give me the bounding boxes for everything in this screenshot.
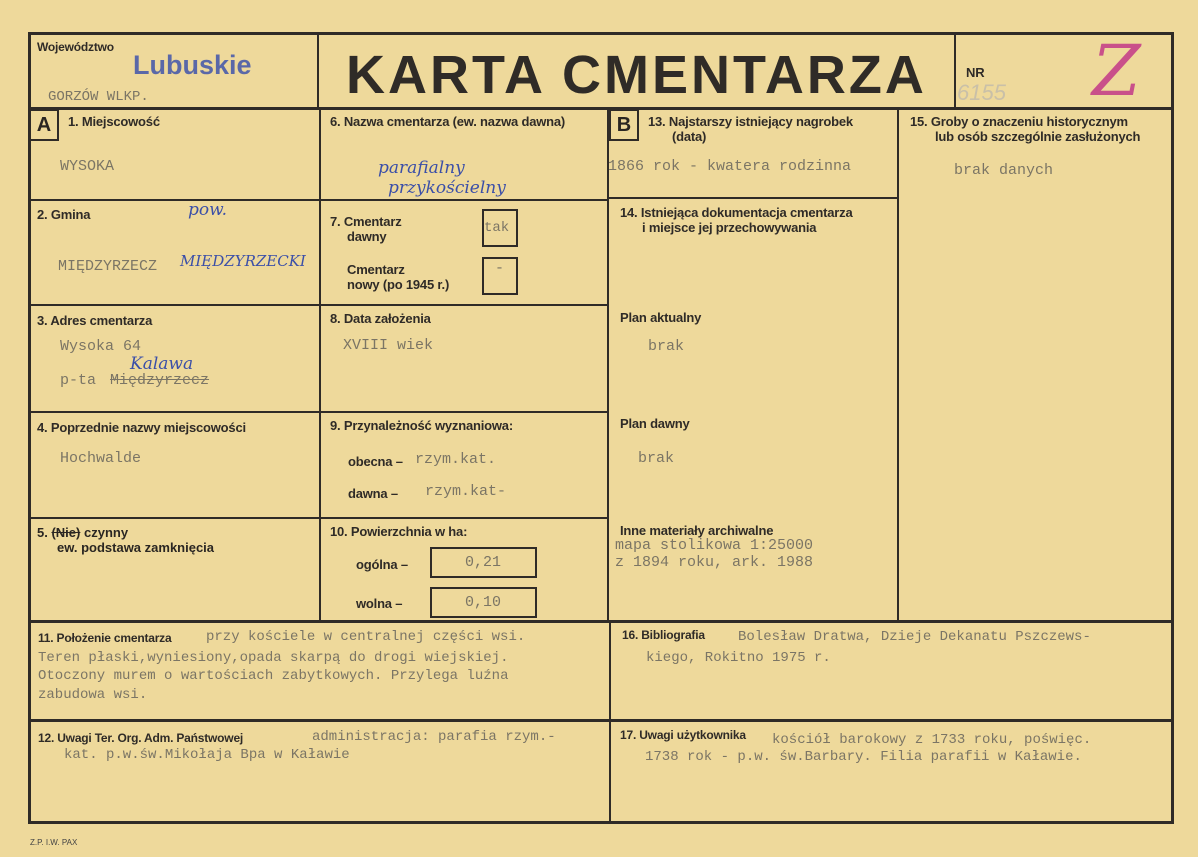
field-10-label: 10. Powierzchnia w ha:: [330, 524, 468, 539]
field-13-value: 1866 rok - kwatera rodzinna: [608, 158, 852, 175]
row-line: [28, 411, 608, 413]
field-11-label: 11. Położenie cmentarza: [38, 631, 172, 645]
field-7-label1a: 7. Cmentarz: [330, 214, 402, 229]
printer-mark: Z.P. I.W. PAX: [30, 838, 78, 847]
col-line-2: [607, 108, 609, 622]
row-line: [28, 199, 608, 201]
field-15-label: [910, 114, 1140, 144]
field-2-label: 2. Gmina: [37, 207, 91, 222]
inne-label: Inne materiały archiwalne: [620, 523, 774, 538]
wojewodztwo-label: Województwo: [37, 40, 114, 54]
nr-pencil: 6155: [957, 80, 1006, 105]
bottom-vline: [609, 621, 611, 822]
header-vline-1: [317, 32, 319, 110]
row-line: [28, 517, 608, 519]
field-11-line4: zabudowa wsi.: [38, 687, 148, 703]
nr-label: NR: [966, 65, 985, 80]
field-2-hand: MIĘDZYRZECKI: [180, 252, 306, 270]
row-line: [28, 620, 1174, 623]
field-17-label: 17. Uwagi użytkownika: [620, 728, 746, 742]
field-10-wolna-label: wolna –: [356, 596, 403, 611]
field-11-line1: przy kościele w centralnej części wsi.: [206, 629, 526, 645]
field-15-label1: 15. Groby o znaczeniu historycznym: [910, 114, 1128, 129]
field-16-line2: kiego, Rokitno 1975 r.: [646, 650, 831, 666]
field-5-label2: ew. podstawa zamknięcia: [57, 540, 215, 555]
field-7-nowy-value: -: [495, 260, 505, 277]
field-6-hand2: przykościelny: [388, 178, 506, 198]
inne-line2: z 1894 roku, ark. 1988: [615, 554, 814, 571]
field-3-line1: Wysoka 64: [60, 338, 142, 355]
field-9-obecna-label: obecna –: [348, 454, 403, 469]
frame-left: [28, 32, 31, 824]
field-10-ogolna: 0,21: [465, 554, 502, 571]
field-10-wolna: 0,10: [465, 594, 502, 611]
plan-aktualny-label: Plan aktualny: [620, 310, 702, 325]
field-7-label2a: Cmentarz: [347, 262, 405, 277]
field-8-label: 8. Data założenia: [330, 311, 431, 326]
col-line-3: [897, 108, 899, 622]
wojewodztwo-typed: GORZÓW WLKP.: [48, 89, 149, 105]
field-2-hand-top: pow.: [188, 200, 228, 220]
field-6-hand1: parafialny: [378, 158, 465, 178]
field-16-label: 16. Bibliografia: [622, 628, 705, 642]
field-6-label: 6. Nazwa cmentarza (ew. nazwa dawna): [330, 114, 566, 129]
field-7-label2b: nowy (po 1945 r.): [347, 277, 450, 292]
field-13-label: [648, 114, 853, 144]
row-line: [608, 197, 898, 199]
page-title: KARTA CMENTARZA: [346, 45, 927, 105]
field-16-line1: Bolesław Dratwa, Dzieje Dekanatu Pszczews-: [738, 629, 1091, 645]
field-17-line1: kościół barokowy z 1733 roku, poświęc.: [772, 732, 1092, 748]
wojewodztwo-stamp: Lubuskie: [133, 50, 252, 80]
field-14-label: [620, 205, 853, 235]
field-7-nowy-box[interactable]: [482, 257, 518, 295]
field-4-label: 4. Poprzednie nazwy miejscowości: [37, 420, 246, 435]
field-5-label: 5. (Nie) czynny ew. podstawa zamknięcia: [37, 525, 215, 555]
field-9-label: 9. Przynależność wyznaniowa:: [330, 418, 513, 433]
field-10-wolna-box[interactable]: [430, 587, 537, 618]
frame-top: [28, 32, 1174, 35]
col-line-1: [319, 108, 321, 622]
plan-dawny-label: Plan dawny: [620, 416, 690, 431]
field-10-ogolna-box[interactable]: [430, 547, 537, 578]
field-3-struck: Międzyrzecz: [110, 372, 210, 389]
field-9-dawna: rzym.kat-: [425, 483, 507, 500]
field-3-prefix: p-ta: [60, 372, 97, 389]
field-13-label1: 13. Najstarszy istniejący nagrobek: [648, 114, 853, 129]
field-3-label: 3. Adres cmentarza: [37, 313, 153, 328]
field-1-label: 1. Miejscowość: [68, 114, 160, 129]
field-12-line1: administracja: parafia rzym.-: [312, 729, 556, 745]
field-5-czynny: czynny: [83, 525, 129, 540]
plan-dawny-value: brak: [638, 450, 675, 467]
section-b-badge: B: [609, 109, 639, 141]
frame-right: [1171, 32, 1174, 824]
field-4-value: Hochwalde: [60, 450, 142, 467]
field-17-line2: 1738 rok - p.w. św.Barbary. Filia parafii w Kaławie.: [645, 749, 1082, 765]
field-9-obecna: rzym.kat.: [415, 451, 497, 468]
field-12-line2: kat. p.w.św.Mikołaja Bpa w Kaławie: [64, 747, 350, 763]
field-15-label2: lub osób szczególnie zasłużonych: [935, 129, 1141, 144]
field-15-value: brak danych: [954, 162, 1054, 179]
field-12-label: 12. Uwagi Ter. Org. Adm. Państwowej: [38, 731, 244, 745]
plan-aktualny-value: brak: [648, 338, 685, 355]
field-11-line3: Otoczony murem o wartościach zabytkowych. Przylega luźna: [38, 668, 509, 684]
header-vline-2: [954, 32, 956, 110]
header-divider: [28, 107, 1174, 110]
inne-line1: mapa stolikowa 1:25000: [615, 537, 814, 554]
field-7-label1: [330, 214, 402, 244]
field-14-label1: 14. Istniejąca dokumentacja cmentarza: [620, 205, 853, 220]
row-line: [28, 719, 1174, 722]
field-8-value: XVIII wiek: [343, 337, 434, 354]
field-5-struck: (Nie): [51, 525, 81, 540]
field-1-value: WYSOKA: [60, 158, 115, 175]
field-7-label1b: dawny: [347, 229, 387, 244]
field-7-dawny-value: tak: [484, 220, 510, 236]
frame-bottom: [28, 821, 1174, 824]
field-3-hand: Kalawa: [130, 354, 194, 374]
field-13-label2: (data): [672, 129, 707, 144]
nr-mark: Z: [1092, 30, 1141, 112]
field-7-dawny-box[interactable]: [482, 209, 518, 247]
field-9-dawna-label: dawna –: [348, 486, 398, 501]
field-11-line2: Teren płaski,wyniesiony,opada skarpą do drogi wiejskiej.: [38, 650, 509, 666]
section-a-badge: A: [29, 109, 59, 141]
row-line: [28, 304, 608, 306]
field-10-ogolna-label: ogólna –: [356, 557, 408, 572]
field-2-value: MIĘDZYRZECZ: [58, 258, 158, 275]
field-7-label2: [347, 262, 449, 292]
field-14-label2: i miejsce jej przechowywania: [642, 220, 817, 235]
